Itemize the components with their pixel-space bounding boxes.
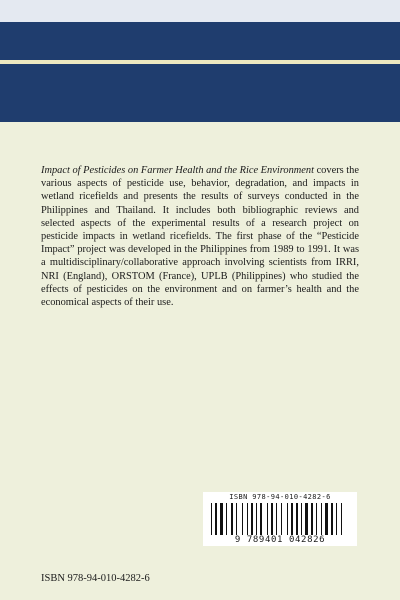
header-stripe — [0, 60, 400, 64]
back-cover-blurb — [41, 164, 359, 309]
book-title: Impact of Pesticides on Farmer Health and the Rice Environment — [41, 165, 314, 176]
blue-header-band — [0, 22, 400, 122]
barcode-digits: 9 789401 042826 — [204, 535, 356, 546]
barcode-bars — [210, 503, 350, 536]
isbn-text: ISBN 978-94-010-4282-6 — [41, 573, 150, 584]
top-light-band — [0, 0, 400, 22]
barcode-isbn-label: ISBN 978-94-010-4282-6 — [229, 493, 331, 501]
blurb-text: covers the various aspects of pesticide use, behavior, degradation, and impacts in wetland ricefields and presents the results of surveys conducted in the Philippines and Thailand. It includes both bibliographic reviews and selected aspects of the experimental results of a research project on pesticide impacts in wetland ricefields. The first phase of the “Pesticide Impact” project was developed in the Philippines from 1989 to 1991. It was a multidisciplinary/collaborative approach involving scientists from IRRI, NRI (England), ORSTOM (France), UPLB (Philippines) who studied the effects of pesticides on the environment and on farmer’s health and the economical aspects of their use. — [41, 165, 359, 309]
